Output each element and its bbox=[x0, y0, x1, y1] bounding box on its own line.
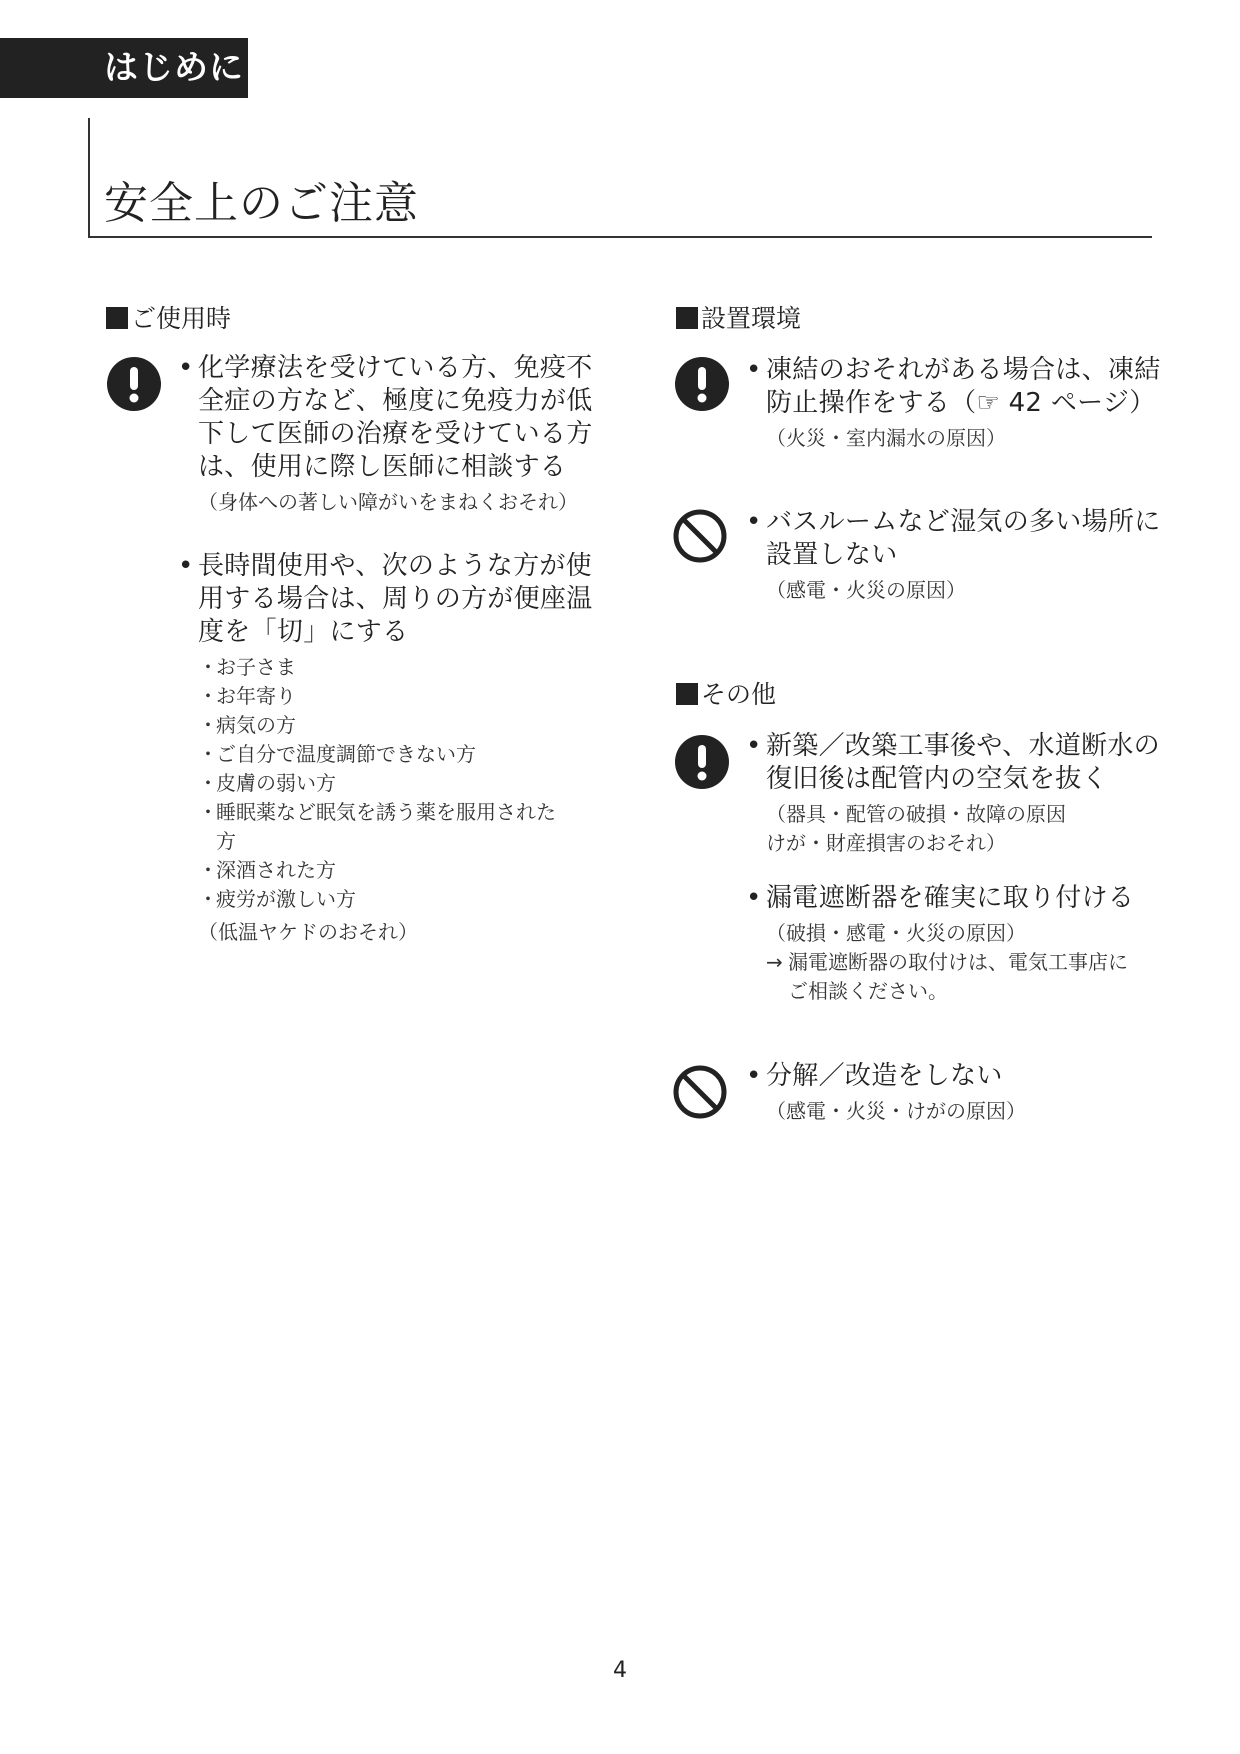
text-line: 復旧後は配管内の空気を抜く bbox=[766, 764, 1108, 794]
title-horizontal-rule bbox=[88, 236, 1152, 238]
text-line: 漏電遮断器の取付けは、電気工事店に bbox=[788, 950, 1128, 974]
warning-item-immunity-note: （身体への著しい障がいをまねくおそれ） bbox=[198, 490, 578, 514]
list-item bbox=[198, 653, 598, 682]
list-item bbox=[198, 769, 598, 798]
list-item bbox=[198, 856, 598, 885]
bullet: • bbox=[178, 551, 194, 581]
warning-item-immunity-text bbox=[178, 352, 598, 484]
list-item bbox=[198, 885, 598, 914]
list-item-text: 睡眠薬など眠気を誘う薬を服用された bbox=[216, 800, 556, 824]
warning-item-freeze-text bbox=[746, 354, 1166, 420]
warning-item-immunity bbox=[178, 352, 598, 517]
list-marker: ・ bbox=[198, 887, 218, 911]
text-line: 設置しない bbox=[766, 540, 898, 570]
list-item-text: 病気の方 bbox=[216, 713, 296, 737]
text-line: 化学療法を受けている方、免疫不 bbox=[198, 353, 593, 383]
text-line: 全症の方など、極度に免疫力が低 bbox=[198, 386, 593, 416]
warning-item-breaker bbox=[746, 882, 1166, 1006]
text-line: 漏電遮断器を確実に取り付ける bbox=[766, 883, 1135, 913]
mandatory-exclamation-icon bbox=[674, 356, 730, 412]
prohibition-icon bbox=[672, 1064, 728, 1120]
list-item-text: 皮膚の弱い方 bbox=[216, 771, 336, 795]
warning-item-air-purge-note: （器具・配管の破損・故障の原因 bbox=[766, 802, 1066, 826]
section-heading-other bbox=[676, 678, 776, 712]
arrow-right-icon: → bbox=[766, 950, 783, 974]
warning-item-breaker-text bbox=[746, 882, 1166, 915]
text-line: 度を「切」にする bbox=[198, 617, 409, 647]
bullet: • bbox=[746, 1061, 762, 1091]
bullet: • bbox=[746, 507, 762, 537]
warning-item-disassembly bbox=[746, 1060, 1166, 1126]
text-line: 新築／改築工事後や、水道断水の bbox=[766, 731, 1160, 761]
title-vertical-rule bbox=[88, 118, 90, 238]
warning-item-humidity-text bbox=[746, 506, 1166, 572]
warning-item-long-use bbox=[178, 550, 598, 947]
list-marker: ・ bbox=[198, 858, 218, 882]
warning-item-humidity bbox=[746, 506, 1166, 605]
text-line: バスルームなど湿気の多い場所に bbox=[766, 507, 1161, 537]
list-item-text: お年寄り bbox=[216, 684, 296, 708]
section-heading-installation-text: 設置環境 bbox=[701, 304, 802, 333]
text-line: は、使用に際し医師に相談する bbox=[198, 452, 567, 482]
list-item-text: 方 bbox=[216, 829, 236, 853]
text-line: 長時間使用や、次のような方が使 bbox=[198, 551, 592, 581]
warning-item-long-use-note: （低温ヤケドのおそれ） bbox=[198, 920, 418, 944]
page-number: 4 bbox=[613, 1658, 627, 1683]
square-marker-icon bbox=[106, 307, 128, 329]
list-item-text: お子さま bbox=[216, 655, 296, 679]
list-item bbox=[198, 682, 598, 711]
warning-item-disassembly-text bbox=[746, 1060, 1166, 1093]
list-marker: ・ bbox=[198, 655, 218, 679]
mandatory-exclamation-icon bbox=[106, 356, 162, 412]
list-item bbox=[198, 711, 598, 740]
mandatory-exclamation-icon bbox=[674, 734, 730, 790]
list-marker: ・ bbox=[198, 713, 218, 737]
warning-item-long-use-text bbox=[178, 550, 598, 649]
list-item bbox=[198, 798, 598, 856]
warning-item-humidity-note: （感電・火災の原因） bbox=[766, 578, 966, 602]
breaker-install-advice bbox=[746, 948, 1166, 1006]
list-item bbox=[198, 740, 598, 769]
bullet: • bbox=[746, 731, 762, 761]
list-item-text: ご自分で温度調節できない方 bbox=[216, 742, 476, 766]
section-heading-usage-text: ご使用時 bbox=[131, 304, 232, 333]
text-line: 凍結のおそれがある場合は、凍結 bbox=[766, 355, 1161, 385]
text-line: 分解／改造をしない bbox=[766, 1061, 1003, 1091]
prohibition-icon bbox=[672, 508, 728, 564]
text-line: 防止操作をする（☞ 42 ページ） bbox=[766, 388, 1156, 418]
warning-item-disassembly-note: （感電・火災・けがの原因） bbox=[766, 1099, 1026, 1123]
text-line: 下して医師の治療を受けている方 bbox=[198, 419, 593, 449]
text-line: ご相談ください。 bbox=[788, 979, 948, 1003]
section-heading-usage bbox=[106, 302, 231, 336]
list-marker: ・ bbox=[198, 684, 218, 708]
warning-item-freeze-note: （火災・室内漏水の原因） bbox=[766, 426, 1006, 450]
chapter-tab bbox=[0, 38, 248, 98]
warning-item-air-purge-text bbox=[746, 730, 1166, 796]
list-item-text: 深酒された方 bbox=[216, 858, 336, 882]
warning-item-freeze bbox=[746, 354, 1166, 453]
section-heading-installation bbox=[676, 302, 801, 336]
text-line: 用する場合は、周りの方が便座温 bbox=[198, 584, 593, 614]
warning-item-air-purge bbox=[746, 730, 1166, 858]
list-marker: ・ bbox=[198, 800, 218, 824]
bullet: • bbox=[746, 355, 762, 385]
affected-persons-list bbox=[178, 653, 598, 914]
list-marker: ・ bbox=[198, 742, 218, 766]
list-marker: ・ bbox=[198, 771, 218, 795]
bullet: • bbox=[746, 883, 762, 913]
square-marker-icon bbox=[676, 307, 698, 329]
warning-item-breaker-note: （破損・感電・火災の原因） bbox=[766, 921, 1026, 945]
list-item-text: 疲労が激しい方 bbox=[216, 887, 356, 911]
section-heading-other-text: その他 bbox=[701, 680, 777, 709]
chapter-tab-label: はじめに bbox=[104, 48, 244, 88]
square-marker-icon bbox=[676, 683, 698, 705]
bullet: • bbox=[178, 353, 194, 383]
page-title: 安全上のご注意 bbox=[104, 178, 419, 229]
warning-item-air-purge-note: けが・財産損害のおそれ） bbox=[766, 831, 1006, 855]
